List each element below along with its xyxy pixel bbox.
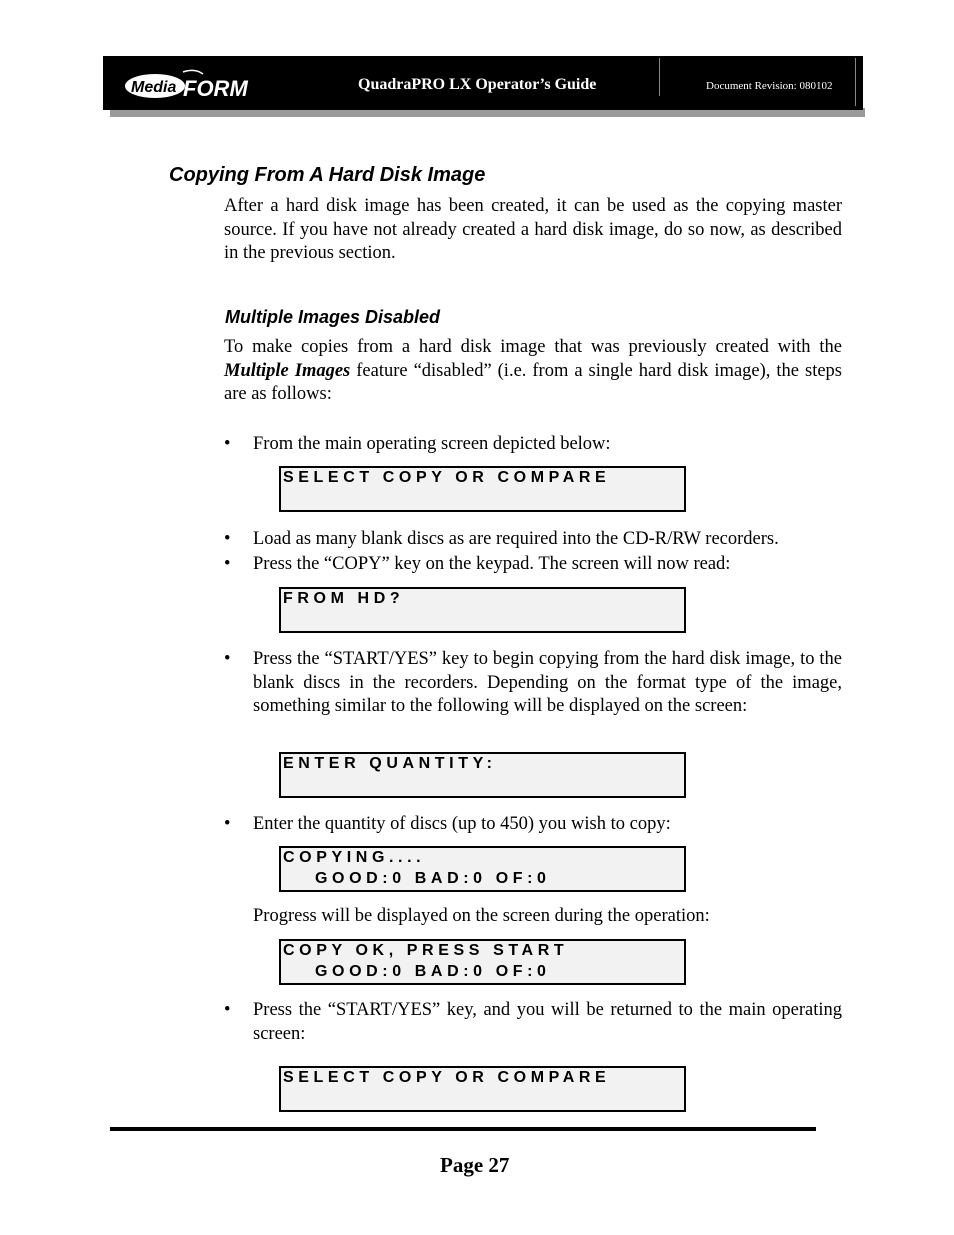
bullet-dot: • bbox=[224, 554, 231, 574]
lcd-line-2: GOOD:0 BAD:0 OF:0 bbox=[315, 870, 551, 887]
bullet-dot: • bbox=[224, 434, 231, 454]
intro-emphasis: Multiple Images bbox=[224, 360, 351, 381]
svg-text:Media: Media bbox=[131, 79, 177, 96]
svg-text:FORM: FORM bbox=[183, 76, 248, 101]
section-heading: Copying From A Hard Disk Image bbox=[169, 164, 486, 186]
header-divider bbox=[659, 58, 660, 96]
list-item-text: Press the “START/YES” key to begin copying from the hard disk image, to the blank discs in the recorders. Depending on the format type of the image, something similar to the following will be displayed on the screen: bbox=[253, 649, 842, 716]
lcd-line-1: ENTER QUANTITY: bbox=[283, 755, 497, 772]
lcd-line-1: FROM HD? bbox=[283, 590, 405, 607]
section-intro: After a hard disk image has been created, it can be used as the copying master source. If you have not already created a hard disk image, do so now, as described in the previous section. bbox=[224, 196, 842, 263]
subsection-intro bbox=[224, 336, 842, 407]
bullet-dot: • bbox=[224, 1000, 231, 1020]
document-title: QuadraPRO LX Operator’s Guide bbox=[358, 76, 597, 93]
lcd-screen bbox=[279, 752, 686, 798]
progress-note-text: Progress will be displayed on the screen during the operation: bbox=[253, 906, 710, 926]
lcd-line-1: SELECT COPY OR COMPARE bbox=[283, 1069, 611, 1086]
subsection-heading: Multiple Images Disabled bbox=[225, 307, 441, 327]
lcd-screen bbox=[279, 1066, 686, 1112]
list-item-text: Enter the quantity of discs (up to 450) you wish to copy: bbox=[253, 814, 671, 834]
mediaform-logo bbox=[125, 68, 255, 102]
bullet-dot: • bbox=[224, 814, 231, 834]
list-item-text: From the main operating screen depicted below: bbox=[253, 434, 611, 454]
header-divider-right bbox=[855, 58, 856, 106]
lcd-screen bbox=[279, 466, 686, 512]
page-number: Page 27 bbox=[440, 1153, 510, 1177]
bullet-dot: • bbox=[224, 649, 231, 669]
lcd-line-1: COPYING.... bbox=[283, 849, 426, 866]
lcd-line-2: GOOD:0 BAD:0 OF:0 bbox=[315, 963, 551, 980]
list-item-text: Load as many blank discs as are required into the CD-R/RW recorders. bbox=[253, 529, 779, 549]
document-revision: Document Revision: 080102 bbox=[706, 80, 833, 92]
page-header bbox=[103, 56, 863, 110]
intro-text: To make copies from a hard disk image that was previously created with the bbox=[224, 337, 842, 357]
lcd-line-1: COPY OK, PRESS START bbox=[283, 942, 569, 959]
bullet-dot: • bbox=[224, 529, 231, 549]
lcd-screen bbox=[279, 846, 686, 892]
lcd-screen bbox=[279, 587, 686, 633]
intro-text-rest: feature “disabled” (i.e. from a single hard disk image), the steps are as follows: bbox=[224, 360, 842, 404]
footer-rule bbox=[110, 1127, 816, 1131]
lcd-line-1: SELECT COPY OR COMPARE bbox=[283, 469, 611, 486]
list-item-text: Press the “COPY” key on the keypad. The screen will now read: bbox=[253, 554, 731, 574]
list-item-text: Press the “START/YES” key, and you will be returned to the main operating screen: bbox=[253, 1000, 842, 1044]
lcd-screen bbox=[279, 939, 686, 985]
